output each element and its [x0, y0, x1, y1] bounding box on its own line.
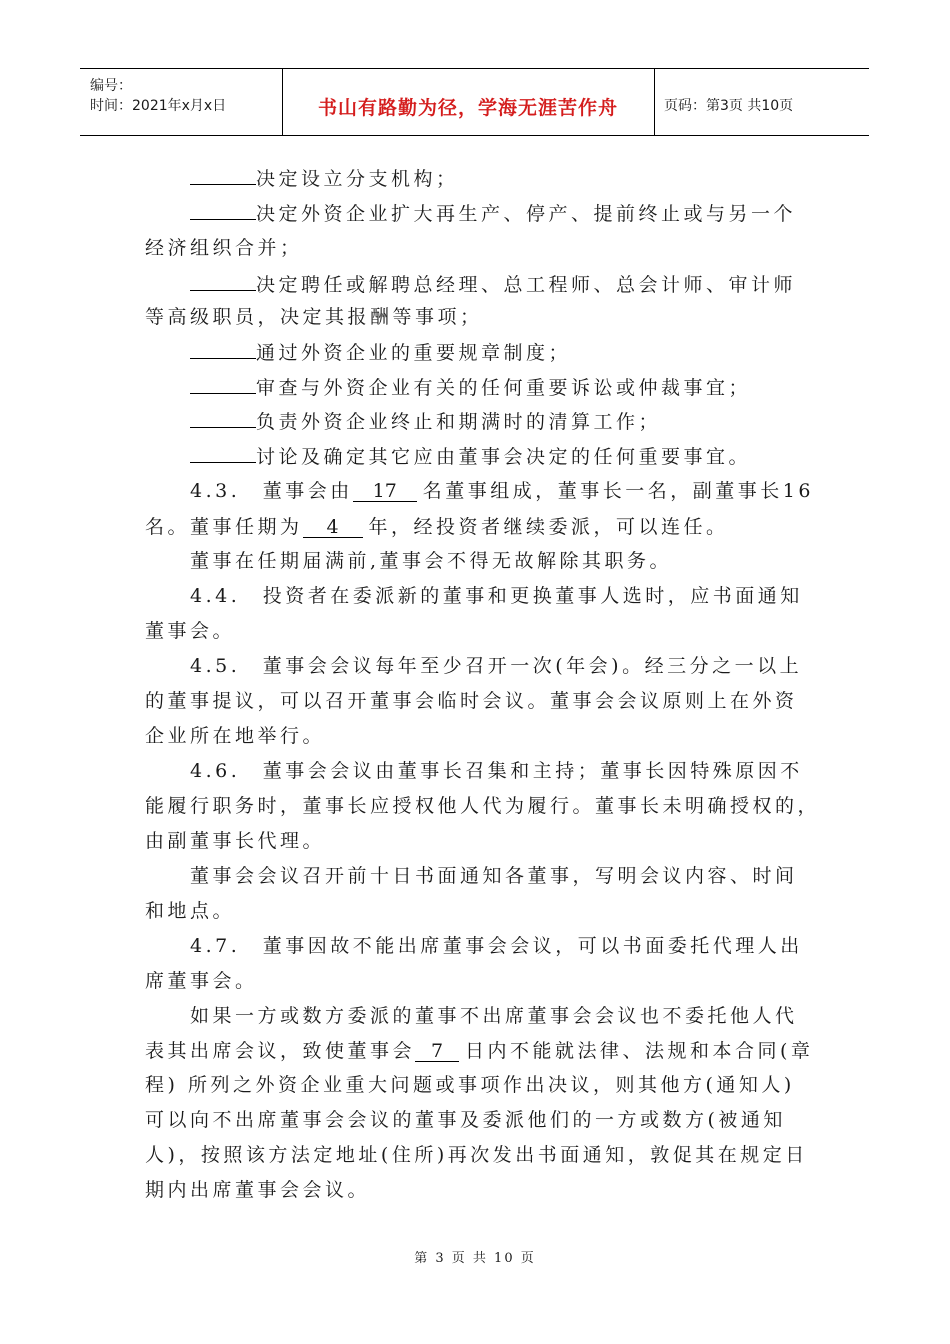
- line-text: 年，经投资者继续委派，可以连任。: [368, 516, 729, 538]
- text-line: 董事在任期届满前,董事会不得无故解除其职务。: [190, 550, 673, 572]
- filled-blank: 17: [353, 481, 417, 502]
- line-text: 名。董事任期为: [145, 516, 303, 538]
- header-slogan: 书山有路勤为径，学海无涯苦作舟: [317, 97, 618, 119]
- text-line: 董事会。: [145, 620, 236, 642]
- line-text: 表其出席会议，致使董事会: [145, 1040, 416, 1062]
- text-line: [190, 444, 751, 469]
- page-footer: 第 3 页 共 10 页: [414, 1251, 536, 1266]
- filled-blank: 4: [303, 517, 363, 538]
- document-header: [80, 68, 869, 136]
- line-text: 负责外资企业终止和期满时的清算工作；: [256, 411, 662, 433]
- text-line: 能履行职务时，董事长应授权他人代为履行。董事长未明确授权的，: [145, 795, 821, 817]
- text-line: 4.7. 董事因故不能出席董事会会议，可以书面委托代理人出: [190, 935, 803, 957]
- line-text: 审查与外资企业有关的任何重要诉讼或仲裁事宜；: [256, 377, 752, 399]
- line-text: 决定设立分支机构；: [256, 168, 459, 190]
- text-line: 等高级职员，决定其报酬等事项；: [145, 306, 483, 328]
- line-text: 通过外资企业的重要规章制度；: [256, 342, 572, 364]
- text-line: 如果一方或数方委派的董事不出席董事会会议也不委托他人代: [190, 1005, 798, 1027]
- text-line: [145, 515, 729, 539]
- line-text: 4.3. 董事会由: [190, 480, 353, 502]
- text-line: 4.6. 董事会会议由董事长召集和主持；董事长因特殊原因不: [190, 760, 803, 782]
- text-line: [145, 1039, 813, 1063]
- text-line: [190, 201, 796, 226]
- text-line: [190, 479, 814, 503]
- line-text: 决定聘任或解聘总经理、总工程师、总会计师、审计师: [256, 274, 797, 296]
- document-date: 时间：2021年x月x日: [90, 98, 227, 114]
- text-line: 4.5. 董事会会议每年至少召开一次(年会)。经三分之一以上: [190, 655, 803, 677]
- line-text: 名董事组成，董事长一名，副董事长16: [422, 480, 814, 502]
- document-number: 编号：: [90, 78, 132, 94]
- text-line: 期内出席董事会会议。: [145, 1179, 371, 1201]
- line-text: 日内不能就法律、法规和本合同(章: [465, 1040, 814, 1062]
- text-line: [190, 166, 459, 191]
- text-line: 人)，按照该方法定地址(住所)再次发出书面通知，敦促其在规定日: [145, 1144, 808, 1166]
- text-line: 席董事会。: [145, 970, 258, 992]
- text-line: [190, 375, 751, 400]
- text-line: 的董事提议，可以召开董事会临时会议。董事会会议原则上在外资: [145, 690, 798, 712]
- blank-field: [190, 272, 256, 291]
- text-line: 程) 所列之外资企业重大问题或事项作出决议，则其他方(通知人): [145, 1074, 795, 1096]
- text-line: 董事会会议召开前十日书面通知各董事，写明会议内容、时间: [190, 865, 798, 887]
- line-text: 决定外资企业扩大再生产、停产、提前终止或与另一个: [256, 203, 797, 225]
- blank-field: [190, 444, 256, 463]
- text-line: 和地点。: [145, 900, 236, 922]
- header-slogan-cell: [282, 69, 655, 135]
- text-line: 4.4. 投资者在委派新的董事和更换董事人选时，应书面通知: [190, 585, 803, 607]
- blank-field: [190, 375, 256, 394]
- blank-field: [190, 166, 256, 185]
- line-text: 讨论及确定其它应由董事会决定的任何重要事宜。: [256, 446, 752, 468]
- text-line: [190, 409, 661, 434]
- blank-field: [190, 201, 256, 220]
- header-info-cell: [80, 69, 283, 135]
- text-line: 经济组织合并；: [145, 237, 303, 259]
- text-line: [190, 272, 796, 297]
- header-page-number: 页码：第3页 共10页: [664, 98, 794, 114]
- filled-blank: 7: [415, 1041, 459, 1062]
- blank-field: [190, 340, 256, 359]
- text-line: 企业所在地举行。: [145, 725, 326, 747]
- text-line: [190, 340, 571, 365]
- text-line: 由副董事长代理。: [145, 830, 326, 852]
- blank-field: [190, 409, 256, 428]
- header-page-cell: [654, 69, 869, 135]
- text-line: 可以向不出席董事会会议的董事及委派他们的一方或数方(被通知: [145, 1109, 786, 1131]
